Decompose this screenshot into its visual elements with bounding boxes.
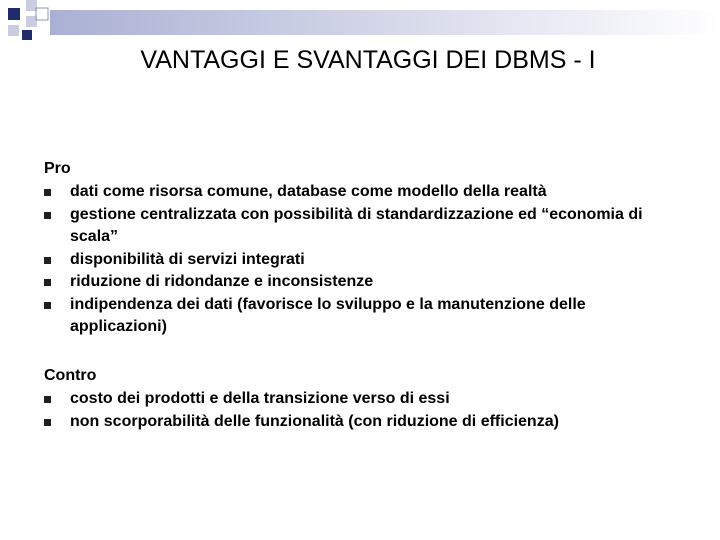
list-item: [44, 294, 684, 339]
deco-square-light-3: [8, 25, 19, 36]
square-bullet-icon: [44, 419, 51, 426]
list-item: [44, 204, 684, 249]
pro-list: [44, 181, 684, 339]
list-item-text: costo dei prodotti e della transizione verso di essi: [70, 390, 450, 407]
list-item: [44, 271, 684, 294]
list-item-text: non scorporabilità delle funzionalità (con riduzione di efficienza): [70, 412, 559, 430]
list-item-text: dati come risorsa comune, database come modello della realtà: [70, 183, 547, 200]
list-item: [44, 411, 684, 434]
contro-list: [44, 388, 684, 433]
square-bullet-icon: [44, 279, 51, 286]
list-item: [44, 181, 684, 204]
pro-section: [44, 157, 684, 339]
pro-heading: Pro: [44, 160, 71, 177]
square-bullet-icon: [44, 302, 51, 309]
slide-title: VANTAGGI E SVANTAGGI DEI DBMS - I: [140, 46, 596, 74]
square-bullet-icon: [44, 212, 51, 219]
list-item: [44, 249, 684, 272]
list-item-text: indipendenza dei dati (favorisce lo sviluppo e la manutenzione delle applicazioni): [70, 295, 586, 335]
contro-heading: Contro: [44, 367, 97, 384]
gradient-band: [50, 10, 720, 35]
header-decoration: [0, 0, 720, 45]
square-bullet-icon: [44, 257, 51, 264]
deco-square-dark-2: [22, 30, 32, 40]
deco-square-light-2: [26, 16, 37, 27]
contro-section: [44, 364, 684, 433]
list-item-text: gestione centralizzata con possibilità di standardizzazione ed “economia di scala”: [70, 205, 643, 245]
deco-square-outline: [36, 8, 48, 20]
deco-square-light-1: [26, 0, 37, 11]
list-item-text: riduzione di ridondanze e inconsistenze: [70, 273, 374, 290]
square-bullet-icon: [44, 189, 51, 196]
list-item-text: disponibilità di servizi integrati: [70, 250, 305, 268]
square-bullet-icon: [44, 396, 51, 403]
list-item: [44, 388, 684, 411]
deco-square-dark-1: [8, 8, 20, 20]
